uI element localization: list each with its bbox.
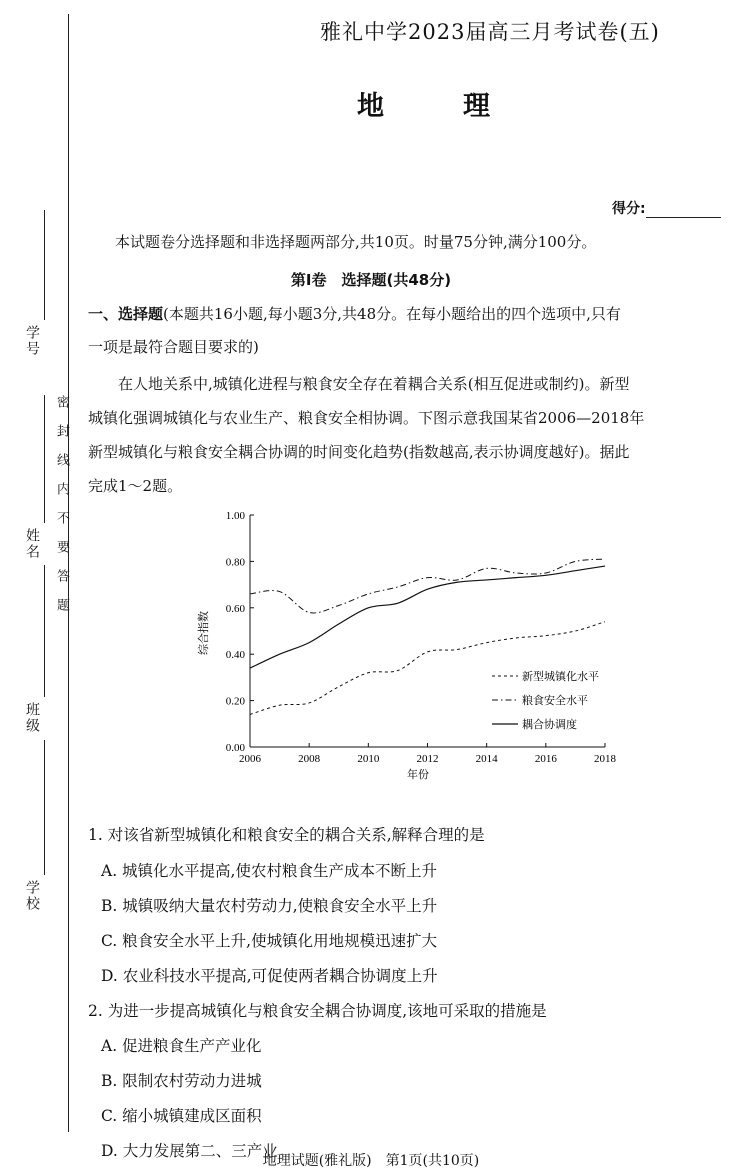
y-tick-label: 0.60 bbox=[225, 602, 245, 615]
exam-title: 雅礼中学2023届高三月考试卷(五) bbox=[320, 20, 660, 44]
series-line-solid bbox=[250, 566, 605, 668]
name-field[interactable] bbox=[44, 395, 45, 523]
passage-line-4: 完成1～2题。 bbox=[88, 477, 183, 495]
x-tick-label: 2012 bbox=[416, 753, 439, 765]
part1-rule-1: (本题共16小题,每小题3分,共48分。在每小题给出的四个选项中,只有 bbox=[163, 305, 621, 323]
passage-line-3: 新型城镇化与粮食安全耦合协调的时间变化趋势(指数越高,表示协调度越好)。据此 bbox=[88, 443, 630, 461]
chart-ylabel: 综合指数 bbox=[198, 611, 210, 655]
x-tick-label: 2018 bbox=[594, 753, 616, 765]
legend-label: 耦合协调度 bbox=[522, 719, 577, 731]
intro-text: 本试题卷分选择题和非选择题两部分,共10页。时量75分钟,满分100分。 bbox=[115, 233, 597, 251]
passage-line-1: 在人地关系中,城镇化进程与粮食安全存在着耦合关系(相互促进或制约)。新型 bbox=[118, 375, 630, 393]
question-1-option-c[interactable]: C. 粮食安全水平上升,使城镇化用地规模迅速扩大 bbox=[101, 932, 438, 950]
question-2-option-a[interactable]: A. 促进粮食生产产业化 bbox=[101, 1037, 262, 1055]
subject-title: 地 理 bbox=[357, 91, 516, 122]
school-field[interactable] bbox=[44, 740, 45, 875]
page-footer: 地理试题(雅礼版) 第1页(共10页) bbox=[262, 1153, 480, 1169]
score-label: 得分: bbox=[612, 201, 646, 217]
legend-label: 新型城镇化水平 bbox=[522, 671, 599, 683]
series-line-dashdot bbox=[250, 559, 605, 613]
x-tick-label: 2014 bbox=[475, 753, 498, 765]
student-no-field[interactable] bbox=[44, 210, 45, 320]
question-2-option-b[interactable]: B. 限制农村劳动力进城 bbox=[101, 1072, 262, 1090]
section-title: 第Ⅰ卷 选择题(共48分) bbox=[290, 271, 452, 289]
x-tick-label: 2010 bbox=[357, 753, 380, 765]
y-tick-label: 0.20 bbox=[225, 695, 245, 708]
question-2-option-c[interactable]: C. 缩小城镇建成区面积 bbox=[101, 1107, 262, 1125]
question-1-option-a[interactable]: A. 城镇化水平提高,使农村粮食生产成本不断上升 bbox=[101, 862, 437, 880]
legend-label: 粮食安全水平 bbox=[522, 695, 588, 707]
x-tick-label: 2016 bbox=[534, 753, 557, 765]
score-field[interactable] bbox=[646, 203, 721, 218]
score-box bbox=[612, 198, 721, 218]
y-tick-label: 0.00 bbox=[225, 742, 245, 754]
question-2-option-d[interactable]: D. 大力发展第二、三产业 bbox=[101, 1142, 278, 1160]
coupling-chart bbox=[185, 500, 625, 790]
name-label: 姓名 bbox=[24, 528, 40, 560]
class-field[interactable] bbox=[44, 565, 45, 697]
student-no-label: 学号 bbox=[24, 325, 40, 357]
school-label: 学校 bbox=[24, 880, 40, 912]
x-tick-label: 2008 bbox=[298, 753, 321, 765]
question-1-option-b[interactable]: B. 城镇吸纳大量农村劳动力,使粮食安全水平上升 bbox=[101, 897, 438, 915]
part1-rules bbox=[88, 300, 733, 329]
class-label: 班级 bbox=[24, 702, 40, 734]
y-tick-label: 0.40 bbox=[225, 649, 245, 662]
y-tick-label: 1.00 bbox=[225, 510, 245, 522]
question-1-stem: 1. 对该省新型城镇化和粮食安全的耦合关系,解释合理的是 bbox=[88, 826, 485, 844]
seal-warning: 密封线内不要答题 bbox=[54, 395, 69, 627]
y-tick-label: 0.80 bbox=[225, 556, 245, 569]
part1-rule-2: 一项是最符合题目要求的) bbox=[88, 338, 259, 356]
chart-xlabel: 年份 bbox=[407, 769, 429, 781]
question-1-option-d[interactable]: D. 农业科技水平提高,可促使两者耦合协调度上升 bbox=[101, 967, 438, 985]
question-2-stem: 2. 为进一步提高城镇化与粮食安全耦合协调度,该地可采取的措施是 bbox=[88, 1002, 547, 1020]
part1-heading: 一、选择题 bbox=[88, 305, 164, 323]
passage-line-2: 城镇化强调城镇化与农业生产、粮食安全相协调。下图示意我国某省2006—2018年 bbox=[88, 409, 645, 427]
x-tick-label: 2006 bbox=[239, 753, 261, 765]
